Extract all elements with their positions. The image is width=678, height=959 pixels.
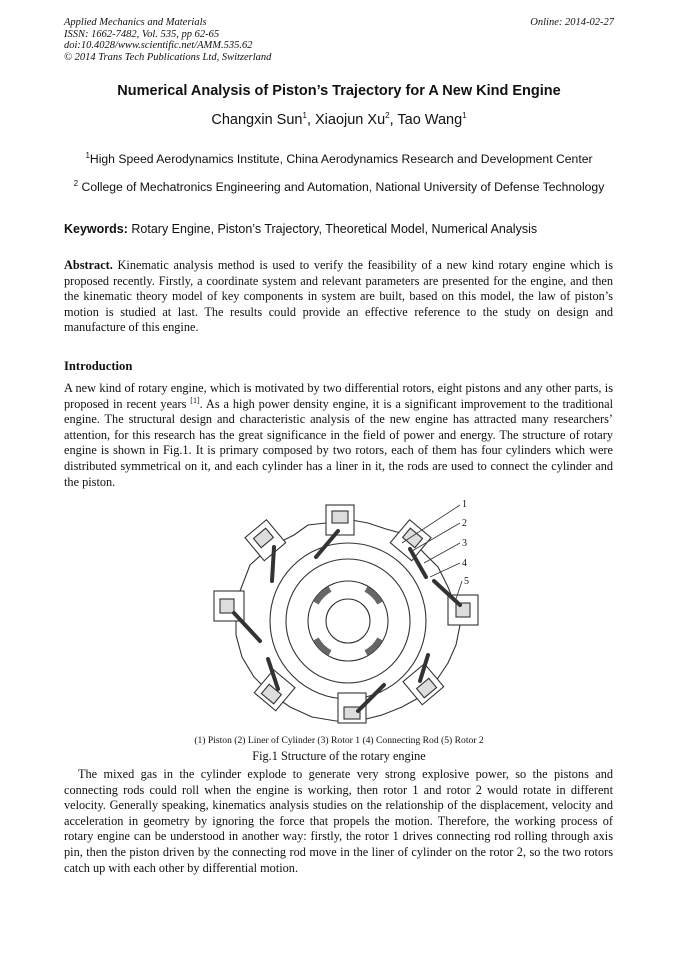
hub-slot — [366, 589, 380, 603]
keywords-text: Rotary Engine, Piston’s Trajectory, Theoretical Model, Numerical Analysis — [127, 222, 538, 236]
hub-slot — [316, 639, 330, 653]
affiliation-text: High Speed Aerodynamics Institute, China Aerodynamics Research and Development Center — [89, 152, 593, 166]
rotary-engine-figure — [198, 495, 498, 735]
callout-label: 2 — [462, 518, 467, 529]
affiliation-text: College of Mechatronics Engineering and Automation, National University of Defense Technology — [78, 180, 605, 194]
author-name: Xiaojun Xu — [315, 112, 386, 128]
connecting-rod — [234, 613, 260, 641]
callout-label: 1 — [462, 499, 467, 510]
author-list — [0, 112, 678, 128]
hub-bore — [326, 599, 370, 643]
callout-leader — [430, 563, 460, 577]
callout-label: 5 — [464, 576, 469, 587]
paper-title: Numerical Analysis of Piston’s Trajectory for A New Kind Engine — [117, 83, 561, 99]
abstract — [64, 258, 613, 336]
hub-slot — [366, 639, 380, 653]
author-name: Tao Wang — [397, 112, 463, 128]
citation-ref: [1] — [190, 395, 200, 405]
affiliation-mark: 1 — [85, 150, 90, 160]
abstract-text: Kinematic analysis method is used to verify the feasibility of a new kind rotary engine which is proposed recently. Firstly, a coordinate system and relevant parameters are presented for the engine, and then the kinematic theory model of key components in system are built, based on this model, the law of piston’s motion is studied at last. The results could provide an effective reference to the study on design and manufacture of this engine. — [64, 258, 613, 335]
figure-caption: Fig.1 Structure of the rotary engine — [252, 749, 426, 763]
figure-legend: (1) Piston (2) Liner of Cylinder (3) Rotor 1 (4) Connecting Rod (5) Rotor 2 — [194, 735, 484, 746]
connecting-rod — [272, 547, 274, 581]
callout-leader — [424, 543, 460, 563]
author-separator: , — [389, 112, 398, 128]
author-affiliation-mark: 1 — [462, 111, 467, 121]
affiliation-mark: 2 — [73, 178, 79, 188]
callout-label: 4 — [462, 558, 467, 569]
rotor-1-ring — [286, 559, 410, 683]
intro-text: A new kind of rotary engine, which is motivated by two differential rotors, eight pistons and any other parts, is proposed in recent years — [64, 381, 613, 411]
intro-paragraph-1 — [64, 381, 613, 490]
callout-label: 3 — [462, 538, 467, 549]
doi-line: doi:10.4028/www.scientific.net/AMM.535.62 — [64, 40, 253, 52]
journal-header — [64, 17, 271, 63]
rotor-1-outer — [270, 543, 426, 699]
author-affiliation-mark: 2 — [385, 111, 390, 121]
journal-name: Applied Mechanics and Materials — [64, 17, 207, 28]
author-affiliation-mark: 1 — [302, 111, 307, 121]
online-date: Online: 2014-02-27 — [530, 17, 614, 28]
hub-slot — [316, 589, 330, 603]
author-separator: , — [306, 112, 315, 128]
abstract-label: Abstract. — [64, 258, 113, 272]
issn-line: ISSN: 1662-7482, Vol. 535, pp 62-65 — [64, 28, 220, 40]
keywords-label: Keywords: — [64, 222, 128, 236]
affiliation-2 — [0, 180, 678, 194]
copyright-line: © 2014 Trans Tech Publications Ltd, Switzerland — [64, 51, 272, 63]
cylinder-top — [326, 505, 354, 535]
cylinder-top-left — [245, 520, 286, 561]
intro-text: . As a high power density engine, it is a significant improvement to the traditional engine. The structural design and characteristic analysis of the new engine has attracted many researchers’ attention, for this research has the great significance in the field of power and energy. The structure of rotary engine is shown in Fig.1. It is primary composed by two rotors, each of them has four cylinders which were distributed symmetrical on it, and each cylinder has a liner in it, the rods are used to connect the cylinder and the piston. — [64, 396, 614, 489]
affiliation-1 — [0, 152, 678, 166]
keywords — [64, 222, 537, 236]
intro-paragraph-2: The mixed gas in the cylinder explode to generate very strong explosive power, so the pistons and connecting rods could roll when the engine is working, then rotor 1 and rotor 2 would rotate in different velocity. Generally speaking, kinematics analysis studies on the relationship of the displacement, velocity and acceleration in geometry by ignoring the force that propels the motion. Therefore, the working process of rotary engine can be understood in another way: firstly, the rotor 1 drives connecting rod rolling through axis pin, then the piston driven by the connecting rod move in the liner of cylinder on the rotor 2, so the two rotors catch up with each other by differential motion. — [64, 767, 613, 875]
author-name: Changxin Sun — [211, 112, 303, 128]
section-heading-introduction: Introduction — [64, 359, 133, 373]
